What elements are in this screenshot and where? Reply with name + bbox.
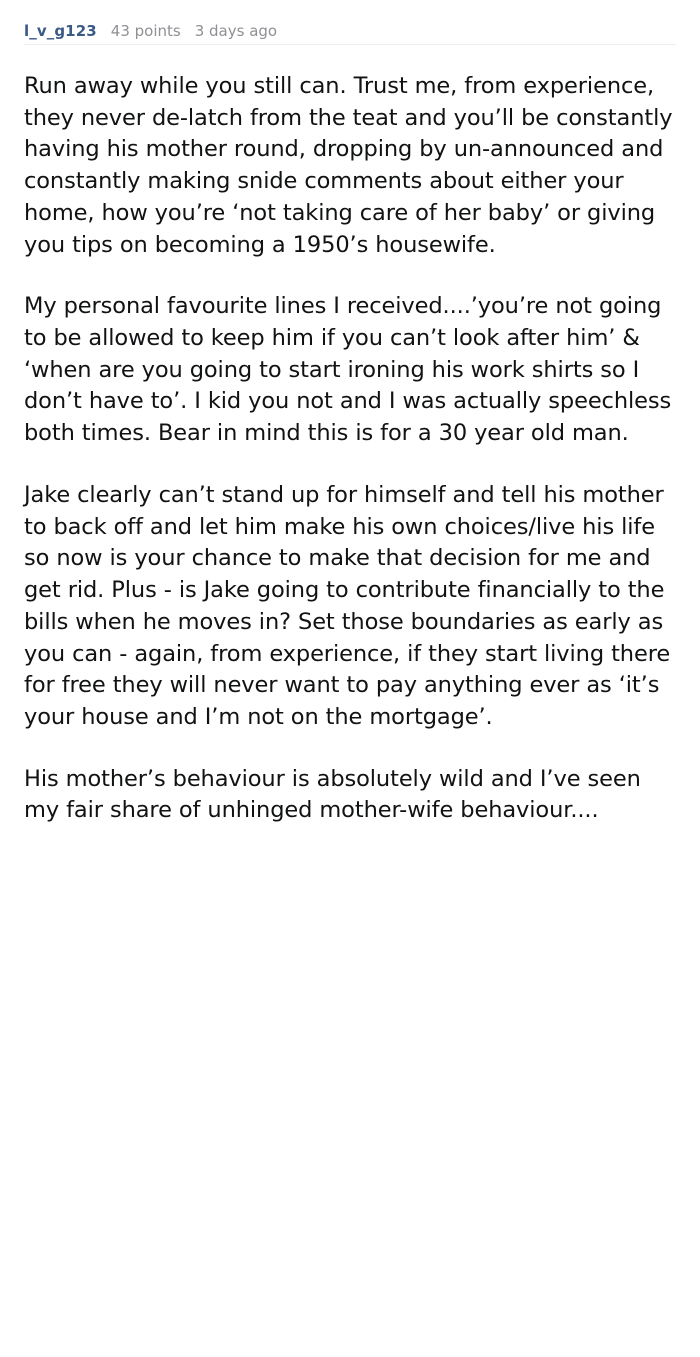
comment-header	[24, 22, 676, 45]
comment-paragraph: My personal favourite lines I received....’you’re not going to be allowed to keep him if you can’t look after him’ & ‘when are you going to start ironing his work shirts so I don’t have to’. I kid you not and I was actually speechless both times. Bear in mind this is for a 30 year old man.	[24, 293, 672, 447]
comment-paragraph: Run away while you still can. Trust me, from experience, they never de-latch from the teat and you’ll be constantly having his mother round, dropping by un-announced and constantly making snide comments about either your home, how you’re ‘not taking care of her baby’ or giving you tips on becoming a 1950’s housewife.	[24, 73, 673, 258]
comment-author-link[interactable]: l_v_g123	[24, 22, 97, 40]
comment-paragraph: His mother’s behaviour is absolutely wild and I’ve seen my fair share of unhinged mother-wife behaviour....	[24, 765, 641, 824]
comment-timestamp: 3 days ago	[194, 22, 278, 40]
comment-body	[24, 45, 676, 827]
comment-paragraph: Jake clearly can’t stand up for himself and tell his mother to back off and let him make his own choices/live his life so now is your chance to make that decision for me and get rid. Plus - is Jake going to contribute financially to the bills when he moves in? Set those boundaries as early as you can - again, from experience, if they start living there for free they will never want to pay anything ever as ‘it’s your house and I’m not on the mortgage’.	[24, 481, 671, 730]
comment-score: 43 points	[110, 22, 181, 40]
